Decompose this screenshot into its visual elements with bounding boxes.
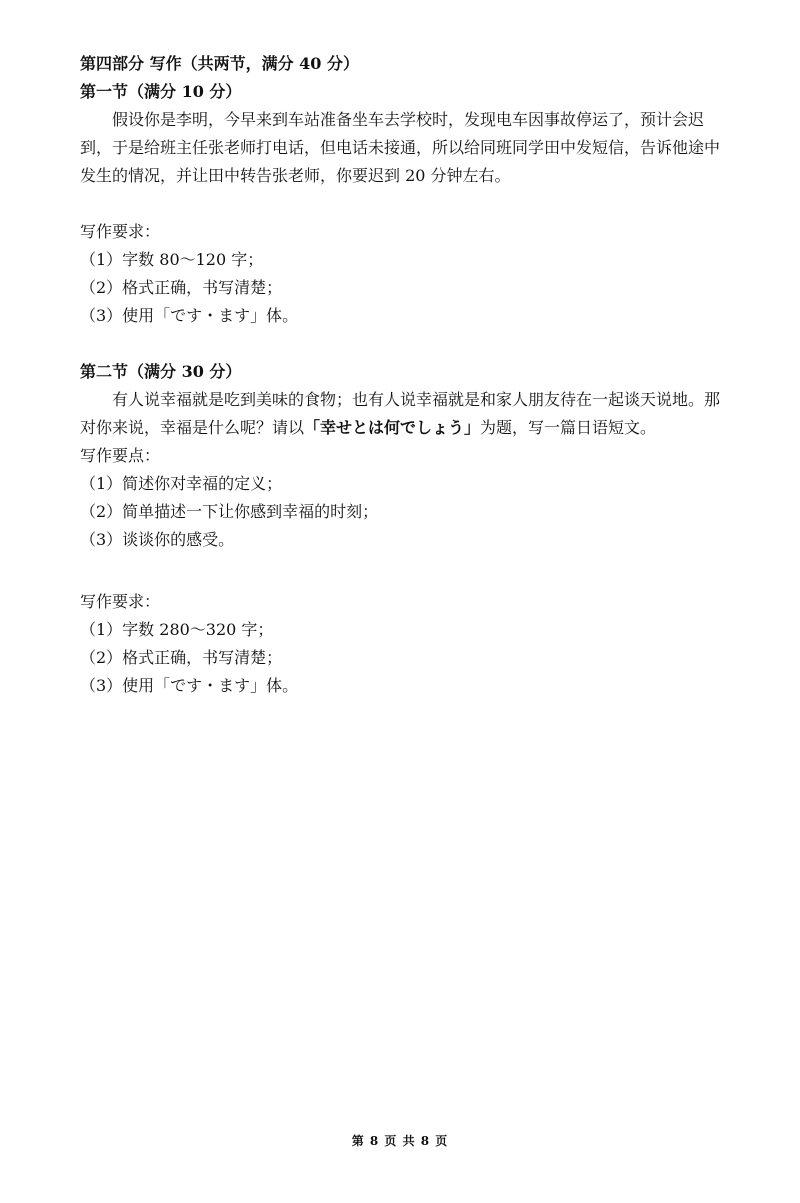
section2-point: （3）谈谈你的感受。 bbox=[80, 530, 235, 549]
section1-paragraph: 假设你是李明，今早来到车站准备坐车去学校时，发现电车因事故停运了，预计会迟到，于是给班主任张老师打电话，但电话未接通，所以给同班同学田中发短信，告诉他途中发生的情况，并让田中转告张老师，你要迟到 20 分钟左右。 bbox=[80, 110, 721, 185]
section2-title: 第二节（满分 30 分） bbox=[80, 362, 242, 381]
section1-requirement: （1）字数 80～120 字； bbox=[80, 250, 264, 269]
exam-page bbox=[80, 50, 730, 700]
section2-point: （2）简单描述一下让你感到幸福的时刻； bbox=[80, 502, 379, 521]
section1-requirement: （3）使用「です・ます」体。 bbox=[80, 306, 299, 325]
section1-requirements-title: 写作要求： bbox=[80, 222, 161, 241]
spacer bbox=[80, 330, 730, 358]
section2-requirement: （2）格式正确，书写清楚； bbox=[80, 648, 283, 667]
section2-paragraph bbox=[80, 386, 730, 442]
section2-requirements-title: 写作要求： bbox=[80, 592, 161, 611]
section2-paragraph-after: 为题，写一篇日语短文。 bbox=[480, 418, 657, 437]
section2-point: （1）简述你对幸福的定义； bbox=[80, 474, 283, 493]
section2-requirement: （1）字数 280～320 字； bbox=[80, 620, 274, 639]
section2-topic: 「幸せとは何でしょう」 bbox=[304, 418, 481, 437]
section2-requirement: （3）使用「です・ます」体。 bbox=[80, 676, 299, 695]
page-footer: 第 8 页 共 8 页 bbox=[351, 1134, 449, 1148]
spacer bbox=[80, 554, 730, 582]
spacer bbox=[80, 190, 730, 218]
section2-paragraph-before: 有人说幸福就是吃到美味的食物；也有人说幸福就是和家人朋友待在一起谈天说地。那对你来说，幸福是什么呢？请以 bbox=[80, 390, 721, 437]
section1-requirement: （2）格式正确，书写清楚； bbox=[80, 278, 283, 297]
part-title: 第四部分 写作（共两节，满分 40 分） bbox=[80, 54, 359, 73]
section1-title: 第一节（满分 10 分） bbox=[80, 82, 242, 101]
section2-points-title: 写作要点： bbox=[80, 446, 161, 465]
